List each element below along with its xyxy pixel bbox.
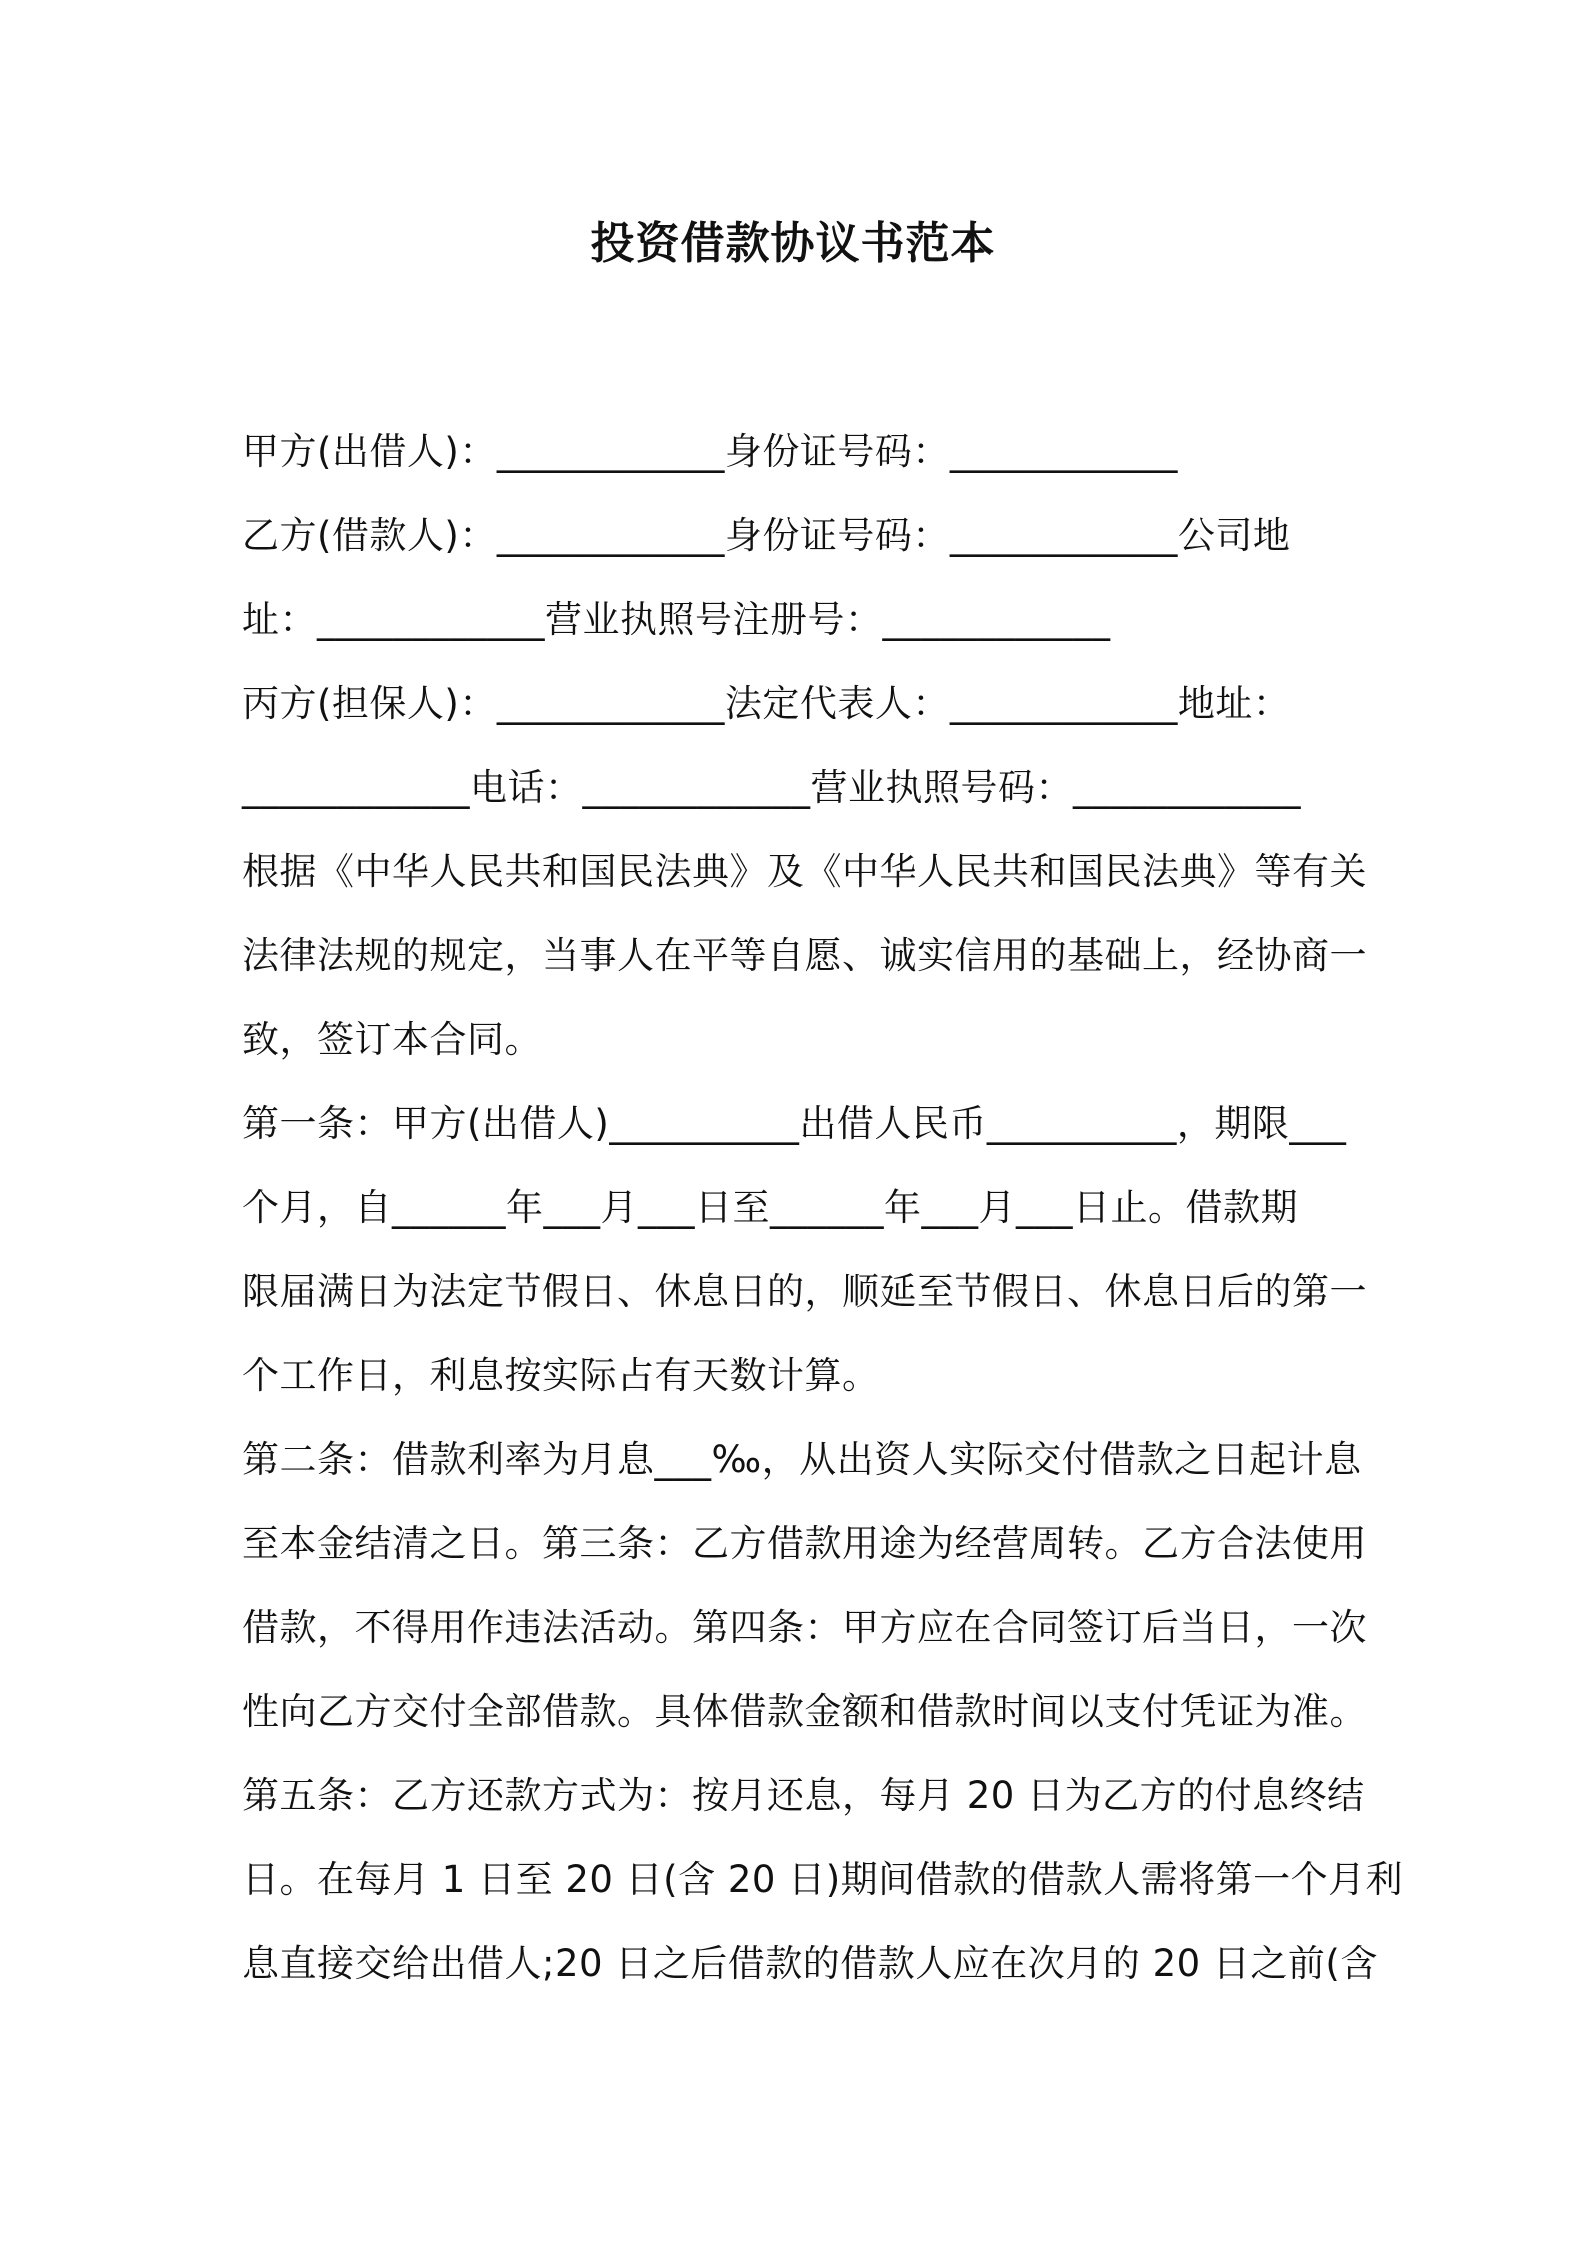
text-line: 第五条：乙方还款方式为：按月还息，每月 20 日为乙方的付息终结 <box>242 1774 1365 1817</box>
text-line: 致，签订本合同。 <box>242 1018 542 1061</box>
text-line: 址：____________营业执照号注册号：____________ <box>242 598 1111 641</box>
text-line: 个工作日，利息按实际占有天数计算。 <box>242 1354 880 1397</box>
text-line: 限届满日为法定节假日、休息日的，顺延至节假日、休息日后的第一 <box>242 1270 1367 1313</box>
text-line: 甲方(出借人)：____________身份证号码：____________ <box>242 430 1178 473</box>
text-line: 息直接交给出借人;20 日之后借款的借款人应在次月的 20 日之前(含 <box>242 1942 1378 1985</box>
text-line: 性向乙方交付全部借款。具体借款金额和借款时间以支付凭证为准。 <box>242 1690 1367 1733</box>
text-line: 第一条：甲方(出借人)__________出借人民币__________，期限___ <box>242 1102 1347 1145</box>
text-line: 至本金结清之日。第三条：乙方借款用途为经营周转。乙方合法使用 <box>242 1522 1367 1565</box>
text-line: 日。在每月 1 日至 20 日(含 20 日)期间借款的借款人需将第一个月利 <box>242 1858 1404 1901</box>
text-line: 根据《中华人民共和国民法典》及《中华人民共和国民法典》等有关 <box>242 850 1367 893</box>
document-title: 投资借款协议书范本 <box>590 218 996 269</box>
text-line: 法律法规的规定，当事人在平等自愿、诚实信用的基础上，经协商一 <box>242 934 1367 977</box>
text-line: ____________电话：____________营业执照号码：____________ <box>242 766 1301 809</box>
text-line: 乙方(借款人)：____________身份证号码：____________公司地 <box>242 514 1291 557</box>
text-line: 个月，自______年___月___日至______年___月___日止。借款期 <box>242 1186 1298 1229</box>
text-line: 借款，不得用作违法活动。第四条：甲方应在合同签订后当日，一次 <box>242 1606 1367 1649</box>
text-line: 丙方(担保人)：____________法定代表人：____________地址： <box>242 682 1291 725</box>
document-body <box>242 410 1404 2006</box>
text-line: 第二条：借款利率为月息___‰，从出资人实际交付借款之日起计息 <box>242 1438 1362 1481</box>
